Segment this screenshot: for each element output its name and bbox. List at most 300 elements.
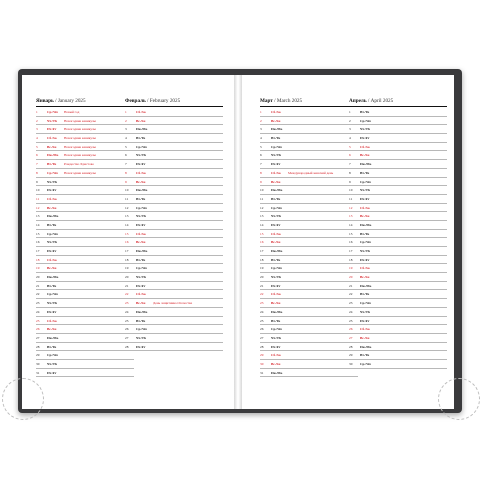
day-row[interactable] [260,186,358,195]
weekday-label: Пн./Mo [47,153,59,158]
day-number: 11 [125,196,129,201]
weekday-label: Сб./Sa [360,327,370,332]
day-number: 7 [349,162,351,167]
day-number: 10 [125,188,129,193]
day-number: 15 [36,231,40,236]
day-row[interactable] [125,195,223,204]
day-number: 28 [36,344,40,349]
weekday-label: Вс./Su [271,118,281,123]
weekday-label: Чт./Th [360,127,370,132]
weekday-label: Вт./Tu [47,344,57,349]
weekday-label: Вс./Su [136,301,146,306]
day-row[interactable] [260,351,358,360]
weekday-label: Вс./Su [360,335,370,340]
day-number: 26 [125,327,129,332]
weekday-label: Сб./Sa [47,196,57,201]
month-name-ru: Январь [36,98,54,104]
weekday-label: Пт./Fr [271,283,281,288]
day-row[interactable] [349,151,447,160]
day-row[interactable] [36,169,134,178]
day-row[interactable] [260,151,358,160]
weekday-label: Ср./We [136,144,147,149]
day-number: 9 [260,179,262,184]
day-row[interactable] [125,169,223,178]
day-number: 20 [349,275,353,280]
weekday-label: Вс./Su [360,153,370,158]
weekday-label: Пн./Mo [360,283,372,288]
weekday-label: Ср./We [360,301,371,306]
day-row[interactable] [349,134,447,143]
day-rows [36,108,134,377]
weekday-label: Пн./Mo [360,344,372,349]
day-row[interactable] [260,282,358,291]
day-row[interactable] [36,204,134,213]
day-number: 25 [349,318,353,323]
day-row[interactable] [260,317,358,326]
day-row[interactable] [260,143,358,152]
weekday-label: Ср./We [271,205,282,210]
weekday-label: Ср./We [360,179,371,184]
weekday-label: Вс./Su [47,327,57,332]
weekday-label: Сб./Sa [271,170,281,175]
weekday-label: Вс./Su [271,361,281,366]
weekday-label: Ср./We [271,144,282,149]
day-row[interactable] [36,178,134,187]
holiday-note: Международный женский день [288,170,334,175]
day-row[interactable] [260,125,358,134]
day-number: 15 [260,231,264,236]
day-row[interactable] [36,299,134,308]
weekday-label: Вт./Tu [271,318,281,323]
day-row[interactable] [260,134,358,143]
day-row[interactable] [349,221,447,230]
month-heading: Январь / January 2025 [36,98,86,104]
day-number: 17 [349,249,353,253]
day-number: 6 [125,153,127,158]
day-number: 4 [349,136,351,141]
day-number: 3 [36,127,38,132]
day-row[interactable] [260,221,358,230]
weekday-label: Ср./We [360,361,371,366]
weekday-label: Пт./Fr [47,309,57,314]
day-row[interactable] [260,178,358,187]
day-row[interactable] [349,212,447,221]
day-row[interactable] [349,143,447,152]
weekday-label: Пт./Fr [360,318,370,323]
day-row[interactable] [125,160,223,169]
weekday-label: Пт./Fr [360,257,370,262]
day-number: 5 [349,144,351,149]
day-row[interactable] [125,334,223,343]
day-row[interactable] [125,264,223,273]
weekday-label: Пн./Mo [136,309,148,314]
day-row[interactable] [36,290,134,299]
day-number: 16 [260,240,264,245]
weekday-label: Сб./Sa [271,292,281,297]
day-row[interactable] [260,325,358,334]
day-row[interactable] [36,360,134,369]
weekday-label: Ср./We [47,110,58,114]
day-row[interactable] [125,256,223,265]
weekday-label: Чт./Th [271,153,281,158]
weekday-label: Вс./Su [360,214,370,219]
weekday-label: Вс./Su [47,144,57,149]
day-row[interactable] [349,343,447,352]
day-row[interactable] [36,117,134,126]
day-row[interactable] [260,369,358,378]
day-row[interactable] [125,308,223,317]
day-row[interactable] [125,125,223,134]
weekday-label: Ср./We [271,327,282,332]
day-number: 27 [260,335,264,340]
day-number: 22 [260,292,264,297]
day-rows [125,108,223,351]
day-number: 3 [349,127,351,132]
day-number: 25 [125,318,129,323]
book-spine [234,75,242,409]
day-number: 22 [349,292,353,297]
weekday-label: Вт./Tu [271,136,281,141]
day-row[interactable] [36,308,134,317]
holiday-note: Новогодние каникулы [64,144,96,149]
weekday-label: Вт./Tu [136,136,146,141]
month-heading: Апрель / April 2025 [349,98,394,104]
day-row[interactable] [349,247,447,256]
weekday-label: Вс./Su [136,118,146,123]
day-row[interactable] [260,273,358,282]
day-row[interactable] [36,351,134,360]
weekday-label: Вт./Tu [360,353,370,358]
weekday-label: Вс./Su [136,240,146,245]
weekday-label: Пт./Fr [47,370,57,375]
day-row[interactable] [125,151,223,160]
day-row[interactable] [349,195,447,204]
day-row[interactable] [349,204,447,213]
month-heading: Февраль / February 2025 [125,98,181,104]
day-row[interactable] [125,204,223,213]
day-row[interactable] [260,256,358,265]
day-row[interactable] [349,186,447,195]
day-number: 11 [36,196,40,201]
day-number: 6 [260,153,262,158]
day-row[interactable] [36,282,134,291]
day-row[interactable] [36,247,134,256]
day-row[interactable] [260,160,358,169]
day-number: 14 [260,222,264,227]
day-row[interactable] [349,334,447,343]
day-row[interactable] [36,134,134,143]
day-row[interactable] [125,343,223,352]
day-number: 28 [125,344,129,349]
weekday-label: Вс./Su [271,179,281,184]
day-row[interactable] [260,334,358,343]
weekday-label: Пт./Fr [136,344,146,349]
weekday-label: Пт./Fr [47,249,57,253]
day-number: 10 [349,188,353,193]
weekday-label: Вс./Su [47,266,57,271]
day-row[interactable] [36,264,134,273]
day-number: 4 [260,136,262,141]
holiday-note: Новогодние каникулы [64,127,96,132]
day-row[interactable] [36,317,134,326]
weekday-label: Вт./Tu [136,257,146,262]
day-row[interactable] [349,308,447,317]
weekday-label: Пн./Mo [47,335,59,340]
weekday-label: Пт./Fr [271,162,281,167]
day-row[interactable] [36,160,134,169]
weekday-label: Вт./Tu [136,196,146,201]
weekday-label: Пт./Fr [360,196,370,201]
day-number: 19 [36,266,40,271]
day-number: 18 [125,257,129,262]
day-number: 28 [260,344,264,349]
day-row[interactable] [125,247,223,256]
day-row[interactable] [125,108,223,117]
day-number: 21 [260,283,264,288]
day-row[interactable] [260,343,358,352]
weekday-label: Вт./Tu [47,162,57,167]
day-row[interactable] [36,125,134,134]
weekday-label: Вт./Tu [360,231,370,236]
day-row[interactable] [260,204,358,213]
holiday-note: Новогодние каникулы [64,136,96,141]
holiday-note: Новогодние каникулы [64,170,96,175]
day-row[interactable] [36,212,134,221]
weekday-label: Ср./We [136,327,147,332]
month-name-en: April 2025 [370,98,394,104]
day-number: 23 [125,301,129,306]
holiday-note: День защитника Отечества [153,301,193,306]
day-row[interactable] [36,369,134,378]
day-row[interactable] [36,334,134,343]
weekday-label: Пт./Fr [136,283,146,288]
day-row[interactable] [36,230,134,239]
month-name-ru: Март [260,98,273,104]
day-row[interactable] [125,186,223,195]
day-number: 14 [36,222,40,227]
weekday-label: Сб./Sa [271,110,281,114]
day-number: 25 [36,318,40,323]
day-number: 16 [349,240,353,245]
weekday-label: Вс./Su [271,240,281,245]
day-row[interactable] [349,317,447,326]
weekday-label: Сб./Sa [271,231,281,236]
day-row[interactable] [260,299,358,308]
day-row[interactable] [36,108,134,117]
day-row[interactable] [260,264,358,273]
holiday-note: Новогодние каникулы [64,153,96,158]
weekday-label: Вт./Tu [360,170,370,175]
weekday-label: Чт./Th [136,335,146,340]
day-number: 23 [36,301,40,306]
day-rows [349,108,447,369]
weekday-label: Сб./Sa [136,231,146,236]
weekday-label: Вс./Su [136,179,146,184]
day-row[interactable] [349,117,447,126]
day-number: 8 [125,170,127,175]
day-number: 14 [349,222,353,227]
weekday-label: Сб./Sa [360,266,370,271]
month-name-en: January 2025 [57,98,86,104]
day-row[interactable] [349,256,447,265]
weekday-label: Ср./We [47,231,58,236]
weekday-label: Пт./Fr [136,222,146,227]
day-row[interactable] [36,221,134,230]
day-number: 26 [36,327,40,332]
weekday-label: Сб./Sa [47,136,57,141]
month-name-ru: Апрель [349,98,367,104]
day-number: 12 [36,205,40,210]
day-number: 9 [125,179,127,184]
weekday-label: Пт./Fr [47,188,57,193]
day-number: 12 [125,205,129,210]
weekday-label: Пн./Mo [271,370,283,375]
day-number: 4 [125,136,127,141]
weekday-label: Сб./Sa [47,318,57,323]
day-row[interactable] [260,308,358,317]
day-row[interactable] [125,290,223,299]
day-number: 12 [260,205,264,210]
day-row[interactable] [260,230,358,239]
day-row[interactable] [36,195,134,204]
weekday-label: Вт./Tu [47,283,57,288]
weekday-label: Вт./Tu [136,318,146,323]
day-row[interactable] [125,299,223,308]
day-row[interactable] [349,360,447,369]
day-row[interactable] [349,178,447,187]
day-number: 23 [260,301,264,306]
day-row[interactable] [125,230,223,239]
day-number: 2 [260,118,262,123]
day-row[interactable] [349,108,447,117]
heading-rule [125,106,223,107]
day-row[interactable] [125,282,223,291]
day-row[interactable] [349,299,447,308]
day-row[interactable] [349,325,447,334]
day-row[interactable] [36,186,134,195]
weekday-label: Чт./Th [360,309,370,314]
day-number: 9 [36,179,38,184]
day-number: 11 [260,196,264,201]
day-number: 1 [349,110,351,114]
weekday-label: Чт./Th [47,118,57,123]
day-number: 2 [349,118,351,123]
day-row[interactable] [349,351,447,360]
day-number: 6 [36,153,38,158]
day-number: 20 [125,275,129,280]
weekday-label: Вт./Tu [271,196,281,201]
day-row[interactable] [36,325,134,334]
day-row[interactable] [260,169,358,178]
day-number: 19 [125,266,129,271]
day-number: 2 [36,118,38,123]
day-row[interactable] [125,134,223,143]
day-row[interactable] [349,169,447,178]
weekday-label: Вт./Tu [360,110,370,114]
day-row[interactable] [36,151,134,160]
day-row[interactable] [349,125,447,134]
holiday-note: Рождество Христово [64,162,95,167]
weekday-label: Сб./Sa [136,110,146,114]
day-row[interactable] [36,256,134,265]
month-name-ru: Февраль [125,98,146,104]
day-row[interactable] [260,108,358,117]
day-row[interactable] [349,238,447,247]
day-row[interactable] [260,290,358,299]
day-number: 17 [260,249,264,253]
weekday-label: Чт./Th [136,214,146,219]
day-row[interactable] [125,238,223,247]
weekday-label: Сб./Sa [360,205,370,210]
day-number: 16 [125,240,129,245]
day-row[interactable] [349,290,447,299]
day-row[interactable] [260,195,358,204]
day-number: 26 [349,327,353,332]
weekday-label: Вт./Tu [360,292,370,297]
day-number: 7 [36,162,38,167]
day-row[interactable] [36,143,134,152]
day-number: 31 [36,370,40,375]
day-row[interactable] [260,238,358,247]
day-number: 18 [260,257,264,262]
heading-rule [349,106,447,107]
heading-rule [36,106,134,107]
weekday-label: Вт./Tu [271,257,281,262]
day-row[interactable] [349,160,447,169]
day-row[interactable] [349,282,447,291]
day-row[interactable] [260,212,358,221]
day-row[interactable] [36,343,134,352]
weekday-label: Вт./Tu [47,222,57,227]
day-row[interactable] [260,360,358,369]
weekday-label: Ср./We [271,266,282,271]
day-number: 9 [349,179,351,184]
day-row[interactable] [125,317,223,326]
weekday-label: Ср./We [136,266,147,271]
day-row[interactable] [36,273,134,282]
bottom-right-corner-decoration [438,378,480,420]
day-number: 5 [36,144,38,149]
weekday-label: Вс./Su [271,301,281,306]
day-row[interactable] [125,221,223,230]
day-row[interactable] [36,238,134,247]
weekday-label: Пн./Mo [360,222,372,227]
day-row[interactable] [349,230,447,239]
day-number: 5 [260,144,262,149]
day-row[interactable] [125,325,223,334]
day-row[interactable] [125,212,223,221]
day-row[interactable] [125,143,223,152]
day-row[interactable] [260,247,358,256]
weekday-label: Пн./Mo [271,249,283,253]
day-number: 24 [349,309,353,314]
day-row[interactable] [349,273,447,282]
day-number: 20 [36,275,40,280]
weekday-label: Ср./We [47,353,58,358]
day-number: 23 [349,301,353,306]
day-number: 29 [349,353,353,358]
weekday-label: Сб./Sa [271,353,281,358]
day-row[interactable] [125,178,223,187]
month-name-en: February 2025 [149,98,181,104]
day-number: 13 [125,214,129,219]
day-row[interactable] [125,273,223,282]
day-row[interactable] [349,264,447,273]
day-row[interactable] [125,117,223,126]
day-row[interactable] [260,117,358,126]
month-heading: Март / March 2025 [260,98,303,104]
weekday-label: Пт./Fr [271,222,281,227]
